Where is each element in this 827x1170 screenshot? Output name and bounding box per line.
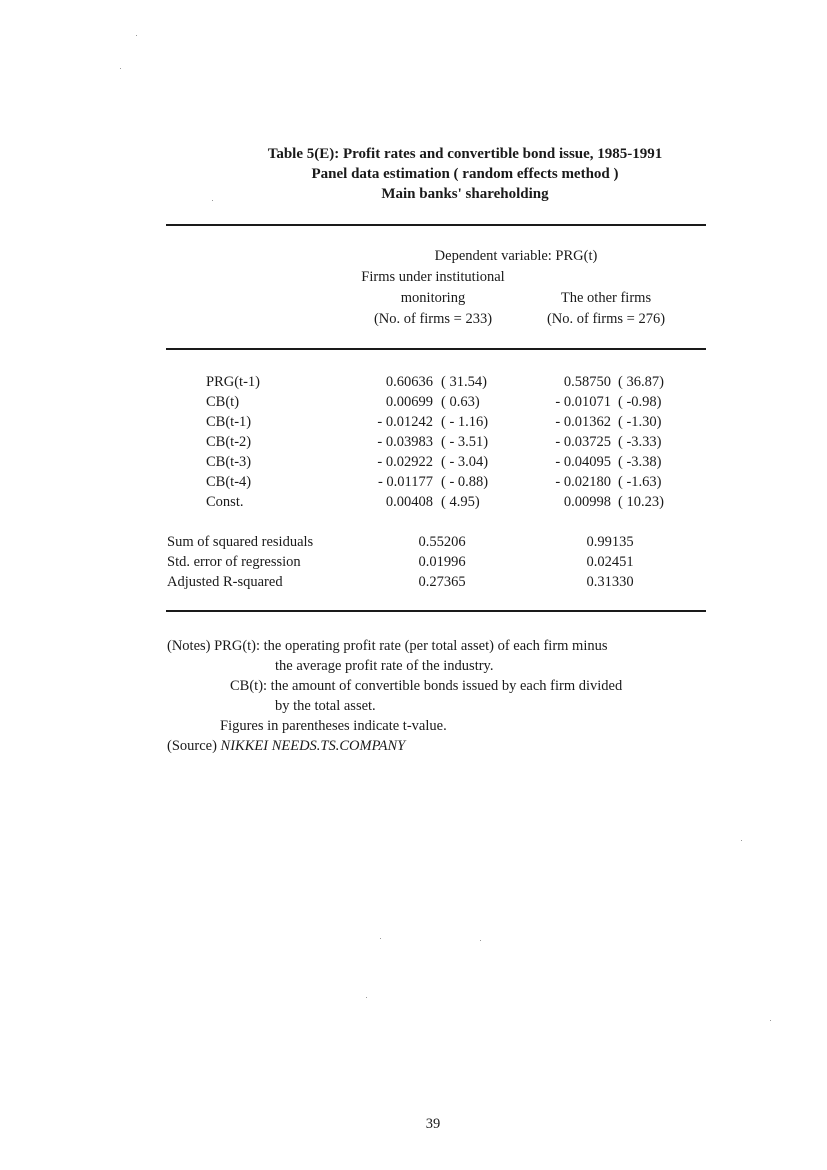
tval-col1: ( 4.95) <box>441 494 480 510</box>
col2-header-line2: (No. of firms = 276) <box>546 311 666 327</box>
stat-col2: 0.31330 <box>586 574 634 590</box>
coef-col1: - 0.01177 <box>377 474 433 490</box>
tval-col1: ( - 1.16) <box>441 414 489 430</box>
tval-col1: ( - 0.88) <box>441 474 489 490</box>
tval-col2: ( -3.38) <box>618 454 662 470</box>
stat-col2: 0.02451 <box>586 554 634 570</box>
coef-col2: - 0.01362 <box>555 414 611 430</box>
stat-col1: 0.55206 <box>418 534 466 550</box>
coef-col1: 0.60636 <box>385 374 433 390</box>
header-rule <box>166 348 706 350</box>
tval-col1: ( 31.54) <box>441 374 487 390</box>
row-label: CB(t-2) <box>206 434 252 450</box>
note-line: (Notes) PRG(t): the operating profit rate (per total asset) of each firm minus <box>167 638 608 654</box>
coef-col2: - 0.03725 <box>555 434 611 450</box>
tval-col2: ( 36.87) <box>618 374 664 390</box>
row-label: Const. <box>206 494 244 510</box>
page-number: 39 <box>425 1116 441 1132</box>
scan-speck <box>136 35 137 36</box>
stat-col2: 0.99135 <box>586 534 634 550</box>
coef-col1: 0.00408 <box>385 494 433 510</box>
stat-label: Adjusted R-squared <box>167 574 283 590</box>
tval-col2: ( -0.98) <box>618 394 662 410</box>
dependent-variable-label: Dependent variable: PRG(t) <box>434 248 598 264</box>
source-prefix: (Source) <box>167 738 217 754</box>
row-label: CB(t) <box>206 394 240 410</box>
note-line: the average profit rate of the industry. <box>275 658 494 674</box>
coef-col2: 0.58750 <box>563 374 611 390</box>
coef-col2: - 0.02180 <box>555 474 611 490</box>
coef-col1: - 0.01242 <box>377 414 433 430</box>
row-label: CB(t-3) <box>206 454 252 470</box>
coef-col2: - 0.01071 <box>555 394 611 410</box>
scan-speck <box>770 1020 771 1021</box>
scan-speck <box>212 200 213 201</box>
scan-speck <box>120 68 121 69</box>
scan-speck <box>480 940 481 941</box>
col2-header-line1: The other firms <box>560 290 652 306</box>
coef-col1: 0.00699 <box>385 394 433 410</box>
coef-col1: - 0.02922 <box>377 454 433 470</box>
stat-label: Sum of squared residuals <box>167 534 314 550</box>
stat-col1: 0.01996 <box>418 554 466 570</box>
table-subtitle: Panel data estimation ( random effects method ) <box>311 166 619 182</box>
col1-header-line2: monitoring <box>400 290 466 306</box>
col1-header-line3: (No. of firms = 233) <box>373 311 493 327</box>
tval-col2: ( -3.33) <box>618 434 662 450</box>
scan-speck <box>380 938 381 939</box>
table-title: Table 5(E): Profit rates and convertible bond issue, 1985-1991 <box>267 146 663 162</box>
table-subtitle-2: Main banks' shareholding <box>381 186 549 202</box>
note-line: CB(t): the amount of convertible bonds issued by each firm divided <box>230 678 623 694</box>
source-name: NIKKEI NEEDS.TS.COMPANY <box>220 738 406 754</box>
stat-col1: 0.27365 <box>418 574 466 590</box>
tval-col2: ( 10.23) <box>618 494 664 510</box>
top-rule <box>166 224 706 226</box>
note-line: by the total asset. <box>275 698 376 714</box>
bottom-rule <box>166 610 706 612</box>
tval-col2: ( -1.63) <box>618 474 662 490</box>
tval-col1: ( - 3.51) <box>441 434 489 450</box>
tval-col1: ( 0.63) <box>441 394 480 410</box>
scan-speck <box>741 840 742 841</box>
row-label: CB(t-4) <box>206 474 252 490</box>
row-label: PRG(t-1) <box>206 374 260 390</box>
source-line <box>167 738 405 755</box>
tval-col1: ( - 3.04) <box>441 454 489 470</box>
col1-header-line1: Firms under institutional <box>361 269 505 285</box>
coef-col1: - 0.03983 <box>377 434 433 450</box>
coef-col2: - 0.04095 <box>555 454 611 470</box>
row-label: CB(t-1) <box>206 414 252 430</box>
tval-col2: ( -1.30) <box>618 414 662 430</box>
stat-label: Std. error of regression <box>167 554 301 570</box>
coef-col2: 0.00998 <box>563 494 611 510</box>
note-line: Figures in parentheses indicate t-value. <box>220 718 447 734</box>
scan-speck <box>366 997 367 998</box>
